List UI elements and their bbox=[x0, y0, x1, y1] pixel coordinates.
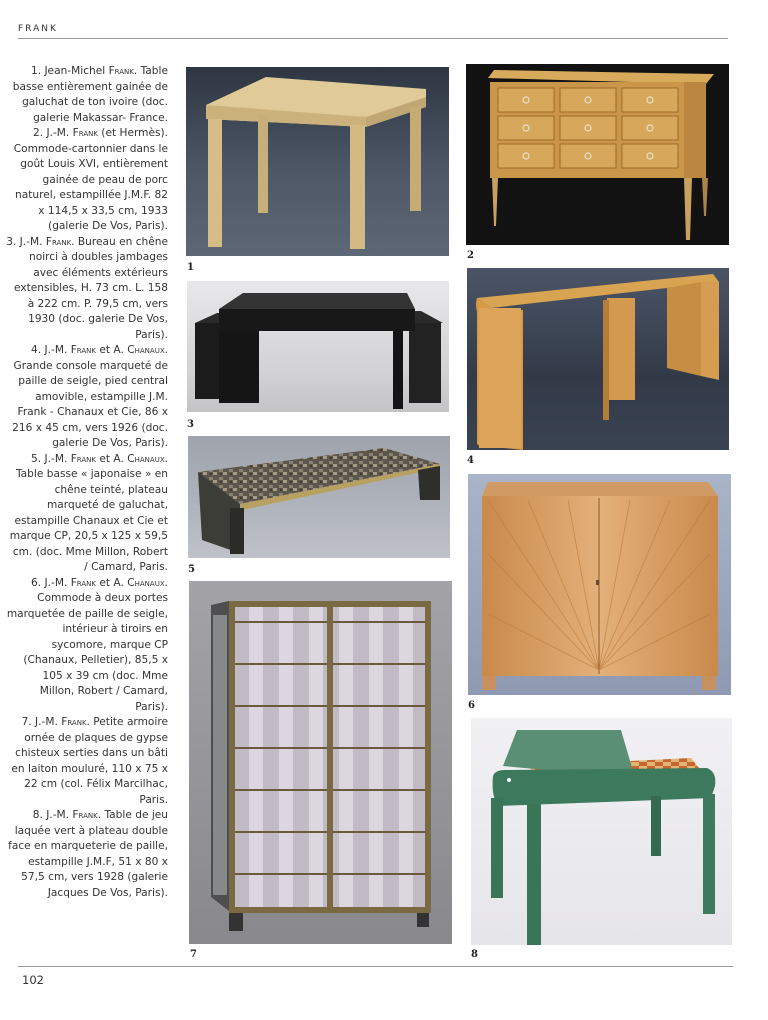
figure-label-2: 2 bbox=[467, 250, 474, 261]
captions-column bbox=[6, 64, 168, 901]
photo-8-games-table bbox=[471, 718, 732, 945]
figure-label-3: 3 bbox=[187, 419, 194, 430]
caption-6: 6. J.-M. Frank et A. Chanaux. Commode à deux portes marquetée de paille de seigle, intérieur à tiroirs en sycomore, marque CP (Chanaux, Pelletier), 85,5 x 105 x 39 cm (doc. Mme Millon, Robert / Camard, Paris). bbox=[6, 576, 168, 713]
page-number: 102 bbox=[22, 973, 44, 987]
caption-2: 2. J.-M. Frank (et Hermès). Commode-cartonnier dans le goût Louis XVI, entièrement gainée de peau de porc naturel, estampillée J.M.F. 82 x 114,5 x 33,5 cm, 1933 (galerie De Vos, Paris). bbox=[13, 127, 168, 232]
caption-5: 5. J.-M. Frank et A. Chanaux. Table basse « japonaise » en chêne teinté, plateau marqueté de galuchat, estampille Chanaux et Cie et marque CP, 20,5 x 125 x 59,5 cm. (doc. Mme Millon, Robert / Camard, Paris. bbox=[9, 452, 168, 573]
photo-1-shagreen-table bbox=[186, 67, 449, 256]
caption-8: 8. J.-M. Frank. Table de jeu laquée vert à plateau double face en marqueterie de paille, estampille J.M.F, 51 x 80 x 57,5 cm, vers 1928 (galerie Jacques De Vos, Paris). bbox=[8, 809, 168, 899]
caption-3: 3. J.-M. Frank. Bureau en chêne noirci à doubles jambages avec éléments extérieurs extensibles, H. 73 cm. L. 158 à 222 cm. P. 79,5 cm, vers 1930 (doc. galerie De Vos, Paris). bbox=[6, 235, 168, 341]
photo-2-commode-cartonnier bbox=[466, 64, 729, 245]
figure-label-8: 8 bbox=[471, 949, 478, 960]
figure-label-7: 7 bbox=[190, 949, 197, 960]
figure-label-6: 6 bbox=[468, 700, 475, 711]
caption-7: 7. J.-M. Frank. Petite armoire ornée de plaques de gypse chisteux serties dans un bâti en laiton mouluré, 110 x 75 x 22 cm (col. Félix Marcilhac, Paris. bbox=[11, 716, 168, 806]
footer-rule bbox=[18, 966, 733, 967]
figure-label-5: 5 bbox=[188, 564, 195, 575]
photo-7-cabinet bbox=[189, 581, 452, 944]
running-head: FRANK bbox=[18, 24, 58, 34]
figure-label-1: 1 bbox=[187, 262, 194, 273]
caption-4: 4. J.-M. Frank et A. Chanaux. Grande console marqueté de paille de seigle, pied central amovible, estampille J.M. Frank - Chanaux et Cie, 86 x 216 x 45 cm, vers 1926 (doc. galerie De Vos, Paris). bbox=[12, 344, 168, 449]
header-rule bbox=[18, 38, 728, 39]
photo-5-low-table bbox=[188, 436, 450, 558]
photo-4-console bbox=[467, 268, 729, 450]
photo-3-oak-desk bbox=[187, 281, 449, 412]
photo-6-commode bbox=[468, 474, 731, 695]
caption-1: 1. Jean-Michel Frank. Table basse entièrement gainée de galuchat de ton ivoire (doc. galerie Makassar- France. bbox=[12, 65, 168, 124]
figure-label-4: 4 bbox=[467, 455, 474, 466]
